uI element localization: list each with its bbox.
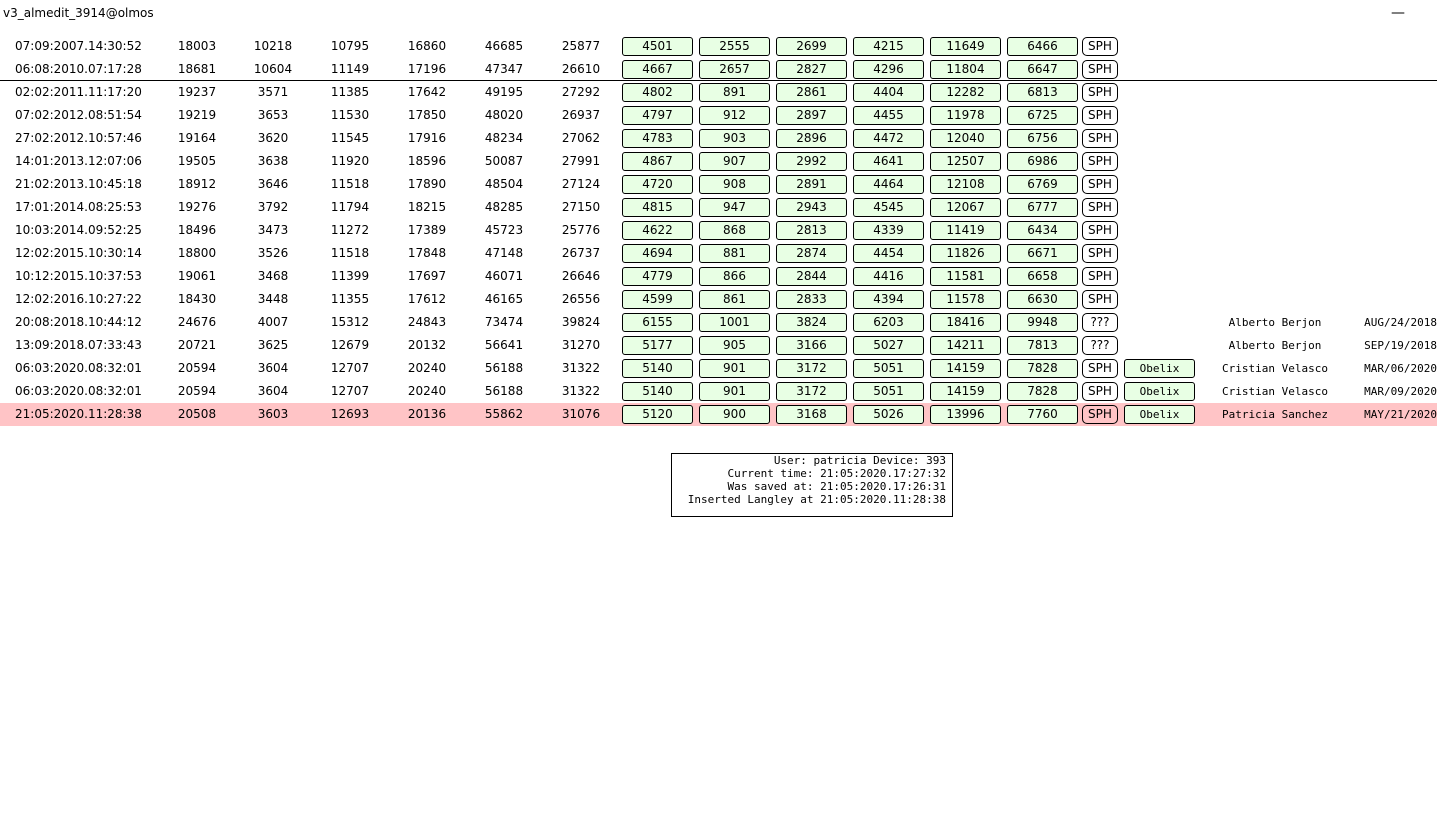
value-button[interactable]: 4779 bbox=[622, 267, 693, 286]
tag-button[interactable]: SPH bbox=[1082, 267, 1118, 286]
value-button[interactable]: 881 bbox=[699, 244, 770, 263]
tag-button[interactable]: SPH bbox=[1082, 37, 1118, 56]
tag-button[interactable]: SPH bbox=[1082, 152, 1118, 171]
row-value: 26937 bbox=[561, 108, 601, 122]
value-button[interactable]: 6725 bbox=[1007, 106, 1078, 125]
value-button[interactable]: 12040 bbox=[930, 129, 1001, 148]
row-person: Cristian Velasco bbox=[1222, 385, 1328, 398]
table-row[interactable] bbox=[0, 219, 1437, 242]
value-button[interactable]: 903 bbox=[699, 129, 770, 148]
value-button[interactable]: 7760 bbox=[1007, 405, 1078, 424]
row-value: 25776 bbox=[561, 223, 601, 237]
value-button[interactable]: 11581 bbox=[930, 267, 1001, 286]
value-button[interactable]: 14159 bbox=[930, 359, 1001, 378]
tag-button[interactable]: ??? bbox=[1082, 313, 1118, 332]
tag-button[interactable]: SPH bbox=[1082, 106, 1118, 125]
row-value: 3646 bbox=[257, 177, 289, 191]
row-value: 45723 bbox=[484, 223, 524, 237]
row-value: 19505 bbox=[177, 154, 217, 168]
row-value: 17196 bbox=[407, 62, 447, 76]
row-value: 11920 bbox=[330, 154, 370, 168]
row-value: 3604 bbox=[257, 361, 289, 375]
value-button[interactable]: 4472 bbox=[853, 129, 924, 148]
value-button[interactable]: 5051 bbox=[853, 359, 924, 378]
row-value: 11518 bbox=[330, 246, 370, 260]
table-row[interactable] bbox=[0, 127, 1437, 150]
table-row[interactable] bbox=[0, 288, 1437, 311]
tag-button[interactable]: SPH bbox=[1082, 290, 1118, 309]
row-value: 31270 bbox=[561, 338, 601, 352]
row-value: 3638 bbox=[257, 154, 289, 168]
row-person-date: AUG/24/2018 bbox=[1364, 316, 1437, 329]
row-value: 3448 bbox=[257, 292, 289, 306]
row-timestamp: 06:03:2020.08:32:01 bbox=[15, 361, 142, 375]
row-value: 55862 bbox=[484, 407, 524, 421]
title-bar bbox=[0, 0, 1437, 30]
row-value: 56188 bbox=[484, 361, 524, 375]
value-button[interactable]: 4783 bbox=[622, 129, 693, 148]
value-button[interactable]: 3172 bbox=[776, 382, 847, 401]
value-button[interactable]: 5027 bbox=[853, 336, 924, 355]
value-button[interactable]: 6155 bbox=[622, 313, 693, 332]
value-button[interactable]: 2844 bbox=[776, 267, 847, 286]
row-value: 20721 bbox=[177, 338, 217, 352]
row-value: 11545 bbox=[330, 131, 370, 145]
row-person-date: MAR/06/2020 bbox=[1364, 362, 1437, 375]
value-button[interactable]: 907 bbox=[699, 152, 770, 171]
row-value: 48020 bbox=[484, 108, 524, 122]
row-value: 19237 bbox=[177, 85, 217, 99]
value-button[interactable]: 12282 bbox=[930, 83, 1001, 102]
value-button[interactable]: 2827 bbox=[776, 60, 847, 79]
row-value: 31322 bbox=[561, 361, 601, 375]
row-timestamp: 12:02:2016.10:27:22 bbox=[15, 292, 142, 306]
value-button[interactable]: 5140 bbox=[622, 382, 693, 401]
row-value: 17389 bbox=[407, 223, 447, 237]
row-value: 19276 bbox=[177, 200, 217, 214]
row-value: 3468 bbox=[257, 269, 289, 283]
row-person-date: MAY/21/2020 bbox=[1364, 408, 1437, 421]
row-value: 19164 bbox=[177, 131, 217, 145]
row-value: 11399 bbox=[330, 269, 370, 283]
tag-button[interactable]: SPH bbox=[1082, 244, 1118, 263]
value-button[interactable]: 4797 bbox=[622, 106, 693, 125]
row-timestamp: 02:02:2011.11:17:20 bbox=[15, 85, 142, 99]
row-value: 20132 bbox=[407, 338, 447, 352]
row-timestamp: 14:01:2013.12:07:06 bbox=[15, 154, 142, 168]
row-value: 26556 bbox=[561, 292, 601, 306]
row-value: 18496 bbox=[177, 223, 217, 237]
row-timestamp: 07:02:2012.08:51:54 bbox=[15, 108, 142, 122]
row-person: Patricia Sanchez bbox=[1222, 408, 1328, 421]
row-timestamp: 21:02:2013.10:45:18 bbox=[15, 177, 142, 191]
value-button[interactable]: 4404 bbox=[853, 83, 924, 102]
value-button[interactable]: 2943 bbox=[776, 198, 847, 217]
row-value: 26610 bbox=[561, 62, 601, 76]
value-button[interactable]: 6777 bbox=[1007, 198, 1078, 217]
value-button[interactable]: 2992 bbox=[776, 152, 847, 171]
row-value: 17848 bbox=[407, 246, 447, 260]
value-button[interactable]: 6466 bbox=[1007, 37, 1078, 56]
table-row[interactable] bbox=[0, 334, 1437, 357]
row-value: 18681 bbox=[177, 62, 217, 76]
value-button[interactable]: 13996 bbox=[930, 405, 1001, 424]
row-value: 11355 bbox=[330, 292, 370, 306]
row-value: 11272 bbox=[330, 223, 370, 237]
value-button[interactable]: 6769 bbox=[1007, 175, 1078, 194]
table-row[interactable] bbox=[0, 403, 1437, 426]
row-timestamp: 13:09:2018.07:33:43 bbox=[15, 338, 142, 352]
value-button[interactable]: 2896 bbox=[776, 129, 847, 148]
value-button[interactable]: 868 bbox=[699, 221, 770, 240]
value-button[interactable]: 4464 bbox=[853, 175, 924, 194]
row-timestamp: 06:08:2010.07:17:28 bbox=[15, 62, 142, 76]
row-person: Alberto Berjon bbox=[1228, 339, 1322, 352]
value-button[interactable]: 947 bbox=[699, 198, 770, 217]
table-row[interactable] bbox=[0, 380, 1437, 403]
row-value: 10218 bbox=[253, 39, 293, 53]
row-value: 20594 bbox=[177, 361, 217, 375]
table-row[interactable] bbox=[0, 242, 1437, 265]
row-value: 3653 bbox=[257, 108, 289, 122]
row-timestamp: 07:09:2007.14:30:52 bbox=[15, 39, 142, 53]
value-button[interactable]: 14211 bbox=[930, 336, 1001, 355]
value-button[interactable]: 2699 bbox=[776, 37, 847, 56]
value-button[interactable]: 4694 bbox=[622, 244, 693, 263]
tag-button[interactable]: SPH bbox=[1082, 129, 1118, 148]
tag-button[interactable]: SPH bbox=[1082, 83, 1118, 102]
value-button[interactable]: 6630 bbox=[1007, 290, 1078, 309]
tag-button[interactable]: SPH bbox=[1082, 405, 1118, 424]
value-button[interactable]: 2874 bbox=[776, 244, 847, 263]
row-value: 10795 bbox=[330, 39, 370, 53]
row-value: 3604 bbox=[257, 384, 289, 398]
value-button[interactable]: 912 bbox=[699, 106, 770, 125]
row-value: 3625 bbox=[257, 338, 289, 352]
value-button[interactable]: 4416 bbox=[853, 267, 924, 286]
value-button[interactable]: 2555 bbox=[699, 37, 770, 56]
value-button[interactable]: 12108 bbox=[930, 175, 1001, 194]
value-button[interactable]: 6671 bbox=[1007, 244, 1078, 263]
row-value: 12707 bbox=[330, 384, 370, 398]
row-value: 20136 bbox=[407, 407, 447, 421]
row-value: 17697 bbox=[407, 269, 447, 283]
row-value: 24843 bbox=[407, 315, 447, 329]
row-value: 46685 bbox=[484, 39, 524, 53]
value-button[interactable]: 7828 bbox=[1007, 359, 1078, 378]
row-value: 18800 bbox=[177, 246, 217, 260]
value-button[interactable]: 6434 bbox=[1007, 221, 1078, 240]
value-button[interactable]: 5120 bbox=[622, 405, 693, 424]
value-button[interactable]: 861 bbox=[699, 290, 770, 309]
obelix-button[interactable]: Obelix bbox=[1124, 405, 1195, 424]
table-row[interactable] bbox=[0, 104, 1437, 127]
value-button[interactable]: 11419 bbox=[930, 221, 1001, 240]
row-value: 31322 bbox=[561, 384, 601, 398]
obelix-button[interactable]: Obelix bbox=[1124, 359, 1195, 378]
value-button[interactable]: 12507 bbox=[930, 152, 1001, 171]
value-button[interactable]: 901 bbox=[699, 382, 770, 401]
value-button[interactable]: 2657 bbox=[699, 60, 770, 79]
value-button[interactable]: 3172 bbox=[776, 359, 847, 378]
value-button[interactable]: 6986 bbox=[1007, 152, 1078, 171]
value-button[interactable]: 11826 bbox=[930, 244, 1001, 263]
row-value: 12679 bbox=[330, 338, 370, 352]
row-timestamp: 10:12:2015.10:37:53 bbox=[15, 269, 142, 283]
value-button[interactable]: 4215 bbox=[853, 37, 924, 56]
value-button[interactable]: 5140 bbox=[622, 359, 693, 378]
value-button[interactable]: 4296 bbox=[853, 60, 924, 79]
row-value: 11794 bbox=[330, 200, 370, 214]
value-button[interactable]: 3824 bbox=[776, 313, 847, 332]
row-value: 18003 bbox=[177, 39, 217, 53]
row-value: 20240 bbox=[407, 384, 447, 398]
value-button[interactable]: 2813 bbox=[776, 221, 847, 240]
row-value: 31076 bbox=[561, 407, 601, 421]
row-value: 20508 bbox=[177, 407, 217, 421]
row-value: 46165 bbox=[484, 292, 524, 306]
value-button[interactable]: 4599 bbox=[622, 290, 693, 309]
row-value: 20594 bbox=[177, 384, 217, 398]
table-row[interactable] bbox=[0, 173, 1437, 196]
table-divider bbox=[0, 80, 1437, 81]
row-value: 48504 bbox=[484, 177, 524, 191]
value-button[interactable]: 901 bbox=[699, 359, 770, 378]
row-value: 24676 bbox=[177, 315, 217, 329]
row-timestamp: 10:03:2014.09:52:25 bbox=[15, 223, 142, 237]
value-button[interactable]: 866 bbox=[699, 267, 770, 286]
window-title: v3_almedit_3914@olmos bbox=[3, 6, 154, 20]
row-value: 46071 bbox=[484, 269, 524, 283]
row-value: 11385 bbox=[330, 85, 370, 99]
tag-button[interactable]: SPH bbox=[1082, 382, 1118, 401]
value-button[interactable]: 4501 bbox=[622, 37, 693, 56]
row-value: 47347 bbox=[484, 62, 524, 76]
value-button[interactable]: 11804 bbox=[930, 60, 1001, 79]
row-value: 25877 bbox=[561, 39, 601, 53]
row-value: 16860 bbox=[407, 39, 447, 53]
row-value: 3792 bbox=[257, 200, 289, 214]
row-value: 3620 bbox=[257, 131, 289, 145]
row-value: 12707 bbox=[330, 361, 370, 375]
row-value: 18596 bbox=[407, 154, 447, 168]
row-value: 27991 bbox=[561, 154, 601, 168]
table-row[interactable] bbox=[0, 357, 1437, 380]
row-value: 27124 bbox=[561, 177, 601, 191]
table-row[interactable] bbox=[0, 35, 1437, 58]
value-button[interactable]: 4720 bbox=[622, 175, 693, 194]
row-value: 73474 bbox=[484, 315, 524, 329]
value-button[interactable]: 4667 bbox=[622, 60, 693, 79]
minimize-button[interactable]: — bbox=[1391, 5, 1405, 21]
row-value: 56188 bbox=[484, 384, 524, 398]
row-value: 27150 bbox=[561, 200, 601, 214]
table-row[interactable] bbox=[0, 150, 1437, 173]
value-button[interactable]: 1001 bbox=[699, 313, 770, 332]
row-value: 3473 bbox=[257, 223, 289, 237]
row-value: 11149 bbox=[330, 62, 370, 76]
row-person-date: SEP/19/2018 bbox=[1364, 339, 1437, 352]
value-button[interactable]: 2833 bbox=[776, 290, 847, 309]
row-value: 20240 bbox=[407, 361, 447, 375]
value-button[interactable]: 2861 bbox=[776, 83, 847, 102]
value-button[interactable]: 12067 bbox=[930, 198, 1001, 217]
value-button[interactable]: 900 bbox=[699, 405, 770, 424]
row-value: 26737 bbox=[561, 246, 601, 260]
value-button[interactable]: 6647 bbox=[1007, 60, 1078, 79]
tag-button[interactable]: SPH bbox=[1082, 359, 1118, 378]
info-saved-at: Was saved at: 21:05:2020.17:26:31 bbox=[727, 480, 946, 493]
obelix-button[interactable]: Obelix bbox=[1124, 382, 1195, 401]
value-button[interactable]: 6658 bbox=[1007, 267, 1078, 286]
tag-button[interactable]: SPH bbox=[1082, 175, 1118, 194]
value-button[interactable]: 4622 bbox=[622, 221, 693, 240]
row-value: 50087 bbox=[484, 154, 524, 168]
row-value: 3571 bbox=[257, 85, 289, 99]
value-button[interactable]: 4394 bbox=[853, 290, 924, 309]
value-button[interactable]: 5051 bbox=[853, 382, 924, 401]
row-value: 17850 bbox=[407, 108, 447, 122]
row-value: 56641 bbox=[484, 338, 524, 352]
row-person-date: MAR/09/2020 bbox=[1364, 385, 1437, 398]
value-button[interactable]: 11978 bbox=[930, 106, 1001, 125]
row-timestamp: 27:02:2012.10:57:46 bbox=[15, 131, 142, 145]
row-value: 11518 bbox=[330, 177, 370, 191]
value-button[interactable]: 4545 bbox=[853, 198, 924, 217]
tag-button[interactable]: SPH bbox=[1082, 221, 1118, 240]
value-button[interactable]: 11578 bbox=[930, 290, 1001, 309]
row-value: 4007 bbox=[257, 315, 289, 329]
row-value: 27062 bbox=[561, 131, 601, 145]
row-value: 18215 bbox=[407, 200, 447, 214]
info-current-time: Current time: 21:05:2020.17:27:32 bbox=[727, 467, 946, 480]
row-value: 15312 bbox=[330, 315, 370, 329]
row-value: 3603 bbox=[257, 407, 289, 421]
info-inserted-at: Inserted Langley at 21:05:2020.11:28:38 bbox=[687, 493, 946, 506]
table-row[interactable] bbox=[0, 196, 1437, 219]
value-button[interactable]: 4802 bbox=[622, 83, 693, 102]
tag-button[interactable]: SPH bbox=[1082, 60, 1118, 79]
value-button[interactable]: 11649 bbox=[930, 37, 1001, 56]
row-value: 18912 bbox=[177, 177, 217, 191]
row-value: 18430 bbox=[177, 292, 217, 306]
value-button[interactable]: 4867 bbox=[622, 152, 693, 171]
value-button[interactable]: 9948 bbox=[1007, 313, 1078, 332]
row-value: 27292 bbox=[561, 85, 601, 99]
table-row[interactable] bbox=[0, 265, 1437, 288]
value-button[interactable]: 3168 bbox=[776, 405, 847, 424]
value-button[interactable]: 18416 bbox=[930, 313, 1001, 332]
row-timestamp: 17:01:2014.08:25:53 bbox=[15, 200, 142, 214]
value-button[interactable]: 3166 bbox=[776, 336, 847, 355]
value-button[interactable]: 6203 bbox=[853, 313, 924, 332]
value-button[interactable]: 5026 bbox=[853, 405, 924, 424]
value-button[interactable]: 4339 bbox=[853, 221, 924, 240]
row-value: 19219 bbox=[177, 108, 217, 122]
value-button[interactable]: 4454 bbox=[853, 244, 924, 263]
row-value: 10604 bbox=[253, 62, 293, 76]
row-value: 47148 bbox=[484, 246, 524, 260]
row-value: 26646 bbox=[561, 269, 601, 283]
value-button[interactable]: 891 bbox=[699, 83, 770, 102]
row-timestamp: 20:08:2018.10:44:12 bbox=[15, 315, 142, 329]
row-value: 48234 bbox=[484, 131, 524, 145]
value-button[interactable]: 14159 bbox=[930, 382, 1001, 401]
value-button[interactable]: 4815 bbox=[622, 198, 693, 217]
value-button[interactable]: 905 bbox=[699, 336, 770, 355]
value-button[interactable]: 7813 bbox=[1007, 336, 1078, 355]
row-person: Cristian Velasco bbox=[1222, 362, 1328, 375]
value-button[interactable]: 4641 bbox=[853, 152, 924, 171]
value-button[interactable]: 7828 bbox=[1007, 382, 1078, 401]
value-button[interactable]: 5177 bbox=[622, 336, 693, 355]
row-timestamp: 12:02:2015.10:30:14 bbox=[15, 246, 142, 260]
value-button[interactable]: 2891 bbox=[776, 175, 847, 194]
row-value: 19061 bbox=[177, 269, 217, 283]
info-box bbox=[671, 453, 953, 517]
row-value: 17612 bbox=[407, 292, 447, 306]
tag-button[interactable]: ??? bbox=[1082, 336, 1118, 355]
row-value: 39824 bbox=[561, 315, 601, 329]
value-button[interactable]: 908 bbox=[699, 175, 770, 194]
table-row[interactable] bbox=[0, 81, 1437, 104]
row-value: 17890 bbox=[407, 177, 447, 191]
row-person: Alberto Berjon bbox=[1228, 316, 1322, 329]
tag-button[interactable]: SPH bbox=[1082, 198, 1118, 217]
info-user-device: User: patricia Device: 393 bbox=[773, 454, 946, 467]
value-button[interactable]: 4455 bbox=[853, 106, 924, 125]
table-row[interactable] bbox=[0, 58, 1437, 81]
row-value: 17642 bbox=[407, 85, 447, 99]
row-value: 49195 bbox=[484, 85, 524, 99]
value-button[interactable]: 2897 bbox=[776, 106, 847, 125]
row-timestamp: 06:03:2020.08:32:01 bbox=[15, 384, 142, 398]
row-value: 12693 bbox=[330, 407, 370, 421]
value-button[interactable]: 6756 bbox=[1007, 129, 1078, 148]
value-button[interactable]: 6813 bbox=[1007, 83, 1078, 102]
row-value: 11530 bbox=[330, 108, 370, 122]
table-row[interactable] bbox=[0, 311, 1437, 334]
measurement-table bbox=[0, 35, 1437, 426]
row-value: 48285 bbox=[484, 200, 524, 214]
row-value: 3526 bbox=[257, 246, 289, 260]
row-timestamp: 21:05:2020.11:28:38 bbox=[15, 407, 142, 421]
row-value: 17916 bbox=[407, 131, 447, 145]
